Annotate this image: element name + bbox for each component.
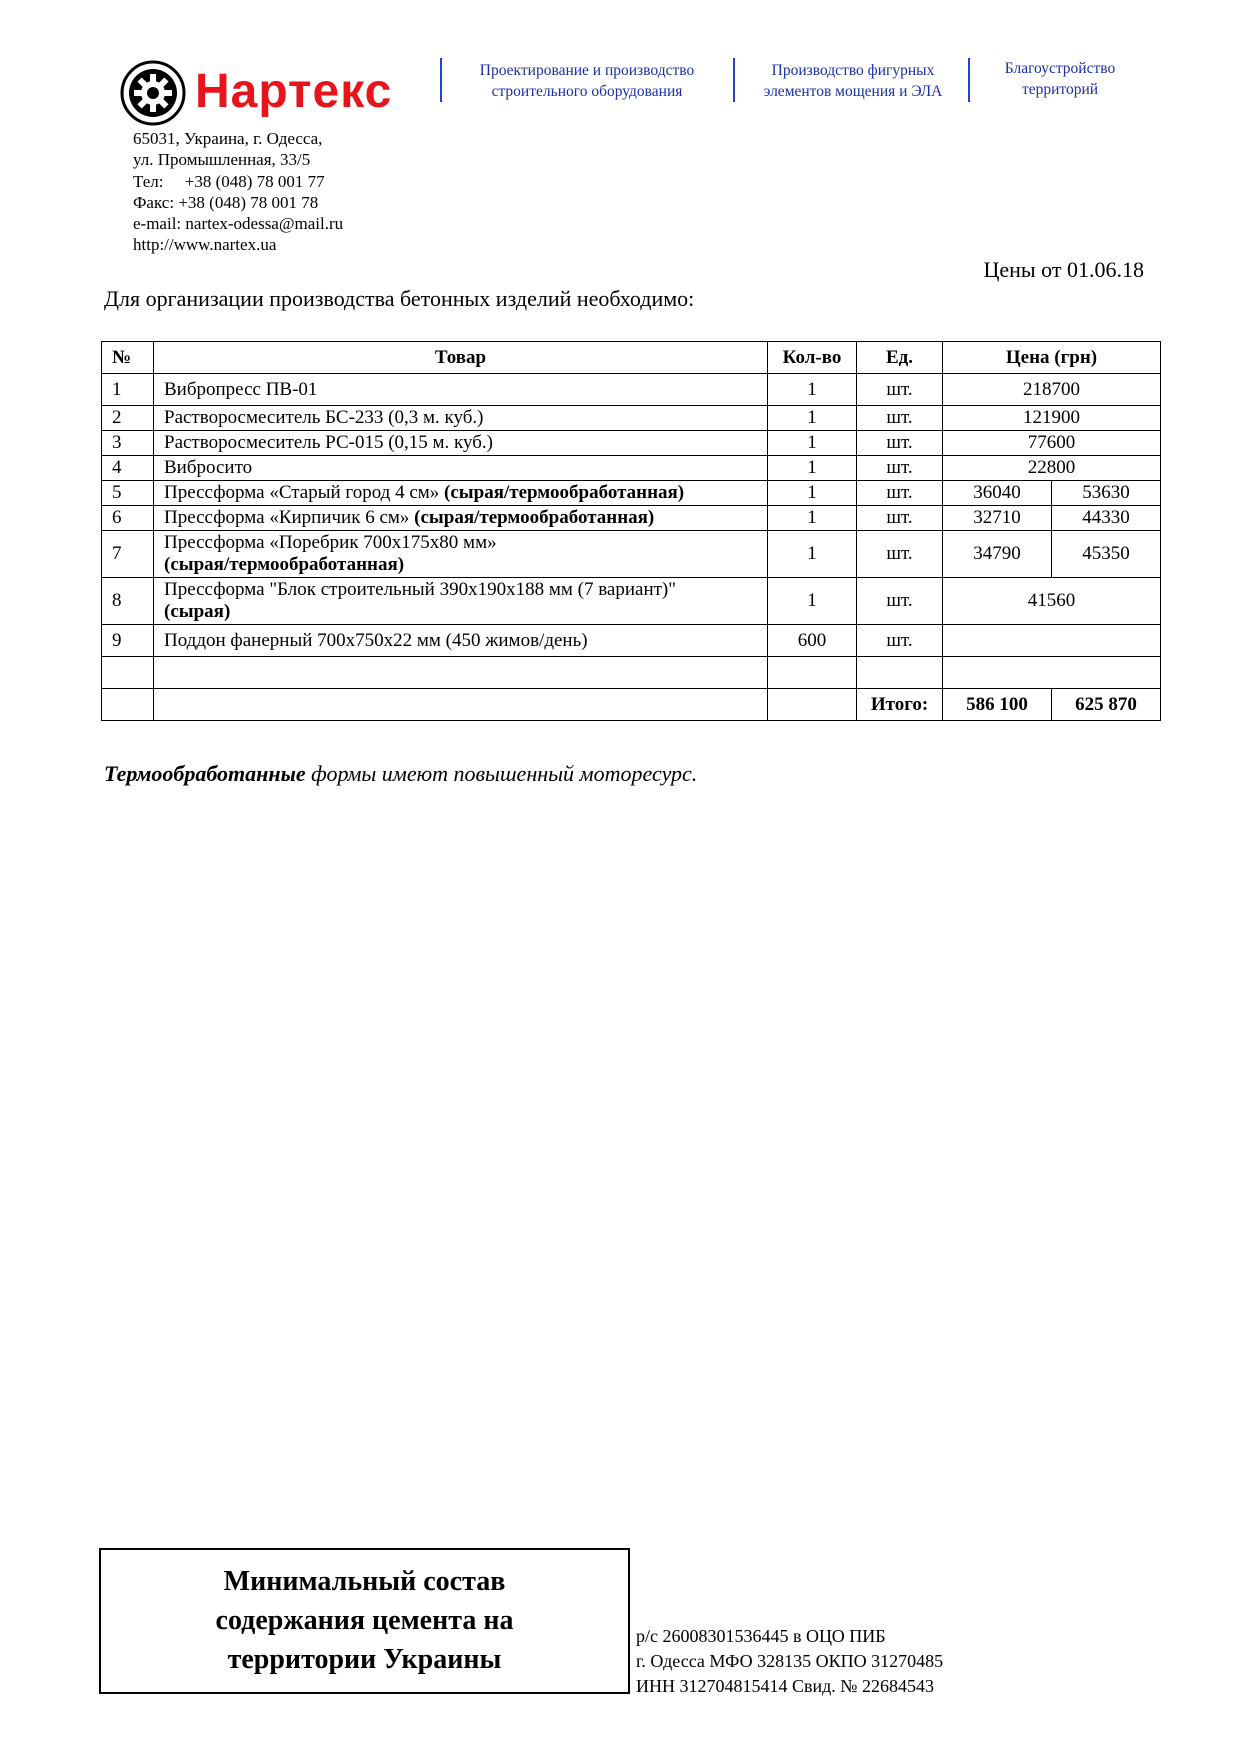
service-line: элементов мощения и ЭЛА: [763, 83, 943, 100]
contact-block: [133, 128, 343, 256]
website: http://www.nartex.ua: [133, 235, 277, 255]
row-unit: шт.: [857, 625, 943, 657]
table-row: [102, 531, 1161, 578]
row-name: Поддон фанерный 700х750х22 мм (450 жимов/день): [154, 625, 768, 657]
row-price: [943, 625, 1161, 657]
address-line: ул. Промышленная, 33/5: [133, 150, 311, 170]
service-line: Проектирование и производство: [479, 62, 695, 79]
intro-text: Для организации производства бетонных изделий необходимо:: [104, 286, 695, 311]
empty-cell: [943, 657, 1161, 689]
row-name-text: Прессформа «Старый город 4 см»: [164, 482, 445, 503]
row-qty: 1: [768, 506, 857, 531]
cement-info-box: [99, 1548, 630, 1694]
total-heat: 625 870: [1052, 689, 1161, 721]
table-row: [102, 481, 1161, 506]
empty-cell: [768, 689, 857, 721]
bank-details: [636, 1624, 943, 1699]
row-unit: шт.: [857, 374, 943, 406]
empty-cell: [768, 657, 857, 689]
table-row: [102, 578, 1161, 625]
row-name: [154, 506, 768, 531]
row-name-text: Прессформа "Блок строительный 390х190х188 мм (7 вариант)": [164, 579, 677, 600]
empty-cell: [102, 689, 154, 721]
row-price-heat: 53630: [1052, 481, 1161, 506]
company-name: Нартекс: [195, 65, 393, 118]
empty-cell: [154, 657, 768, 689]
box-line: содержания цемента на: [215, 1605, 514, 1636]
row-price: 41560: [943, 578, 1161, 625]
header-price: Цена (грн): [943, 342, 1161, 374]
row-name-bold: (сырая/термообработанная): [414, 507, 655, 528]
row-name: Растворосмеситель РС-015 (0,15 м. куб.): [154, 431, 768, 456]
fax: Факс: +38 (048) 78 001 78: [133, 192, 319, 212]
row-name: [154, 481, 768, 506]
total-row: [102, 689, 1161, 721]
row-unit: шт.: [857, 531, 943, 578]
row-num: 9: [102, 625, 154, 657]
row-qty: 1: [768, 406, 857, 431]
row-unit: шт.: [857, 578, 943, 625]
box-line: территории Украины: [227, 1644, 502, 1675]
row-name-bold: (сырая): [164, 601, 231, 622]
box-line: Минимальный состав: [223, 1566, 506, 1597]
row-name: Вибросито: [154, 456, 768, 481]
row-name-text: Прессформа «Поребрик 700х175х80 мм»: [164, 532, 497, 553]
row-qty: 600: [768, 625, 857, 657]
table-row-empty: [102, 657, 1161, 689]
row-name: Вибропресс ПВ-01: [154, 374, 768, 406]
row-num: 7: [102, 531, 154, 578]
row-num: 2: [102, 406, 154, 431]
header-unit: Ед.: [857, 342, 943, 374]
service-landscaping: [985, 58, 1135, 100]
row-price: 22800: [943, 456, 1161, 481]
row-num: 1: [102, 374, 154, 406]
row-unit: шт.: [857, 456, 943, 481]
note-bold: Термообработанные: [104, 761, 306, 786]
row-qty: 1: [768, 531, 857, 578]
row-price: 121900: [943, 406, 1161, 431]
price-table: [101, 341, 1161, 721]
row-qty: 1: [768, 481, 857, 506]
row-num: 4: [102, 456, 154, 481]
service-line: строительного оборудования: [491, 83, 683, 100]
table-row: [102, 625, 1161, 657]
row-name-text: Прессформа «Кирпичик 6 см»: [164, 507, 415, 528]
empty-cell: [154, 689, 768, 721]
service-design: [462, 60, 712, 102]
row-price: 218700: [943, 374, 1161, 406]
header-divider: [440, 58, 442, 102]
table-row: [102, 456, 1161, 481]
row-name: [154, 531, 768, 578]
address-line: 65031, Украина, г. Одесса,: [133, 129, 323, 148]
row-qty: 1: [768, 578, 857, 625]
header-divider: [968, 58, 970, 102]
bank-line: г. Одесса МФО 328135 ОКПО 31270485: [636, 1651, 944, 1671]
row-price-heat: 44330: [1052, 506, 1161, 531]
row-name: [154, 578, 768, 625]
row-num: 5: [102, 481, 154, 506]
service-line: территорий: [1021, 81, 1099, 98]
row-price-raw: 34790: [943, 531, 1052, 578]
empty-cell: [102, 657, 154, 689]
bank-line: ИНН 312704815414 Свид. № 22684543: [636, 1676, 934, 1696]
row-name-bold: (сырая/термообработанная): [164, 554, 405, 575]
table-row: [102, 406, 1161, 431]
bank-line: р/с 26008301536445 в ОЦО ПИБ: [636, 1626, 886, 1646]
total-raw: 586 100: [943, 689, 1052, 721]
header-num: №: [102, 342, 154, 374]
table-row: [102, 431, 1161, 456]
total-label: Итого:: [857, 689, 943, 721]
row-unit: шт.: [857, 481, 943, 506]
row-name-bold: (сырая/термообработанная): [444, 482, 685, 503]
empty-cell: [857, 657, 943, 689]
row-num: 3: [102, 431, 154, 456]
service-paving: [748, 60, 958, 102]
row-price: 77600: [943, 431, 1161, 456]
gear-icon: [120, 60, 186, 126]
row-price-raw: 36040: [943, 481, 1052, 506]
row-unit: шт.: [857, 506, 943, 531]
table-row: [102, 506, 1161, 531]
table-header-row: [102, 342, 1161, 374]
header-divider: [733, 58, 735, 102]
header-name: Товар: [154, 342, 768, 374]
header-qty: Кол-во: [768, 342, 857, 374]
service-line: Благоустройство: [1004, 60, 1116, 77]
row-qty: 1: [768, 374, 857, 406]
price-date: Цены от 01.06.18: [983, 257, 1144, 282]
row-price-heat: 45350: [1052, 531, 1161, 578]
phone: Тел: +38 (048) 78 001 77: [133, 171, 325, 191]
row-name: Растворосмеситель БС-233 (0,3 м. куб.): [154, 406, 768, 431]
row-num: 8: [102, 578, 154, 625]
email: e-mail: nartex-odessa@mail.ru: [133, 214, 344, 234]
row-price-raw: 32710: [943, 506, 1052, 531]
note-rest: формы имеют повышенный моторесурс.: [305, 761, 698, 786]
service-line: Производство фигурных: [771, 62, 935, 79]
company-logo: [120, 60, 420, 130]
row-num: 6: [102, 506, 154, 531]
row-unit: шт.: [857, 431, 943, 456]
row-qty: 1: [768, 431, 857, 456]
note-text: [104, 761, 697, 787]
row-unit: шт.: [857, 406, 943, 431]
row-qty: 1: [768, 456, 857, 481]
table-row: [102, 374, 1161, 406]
